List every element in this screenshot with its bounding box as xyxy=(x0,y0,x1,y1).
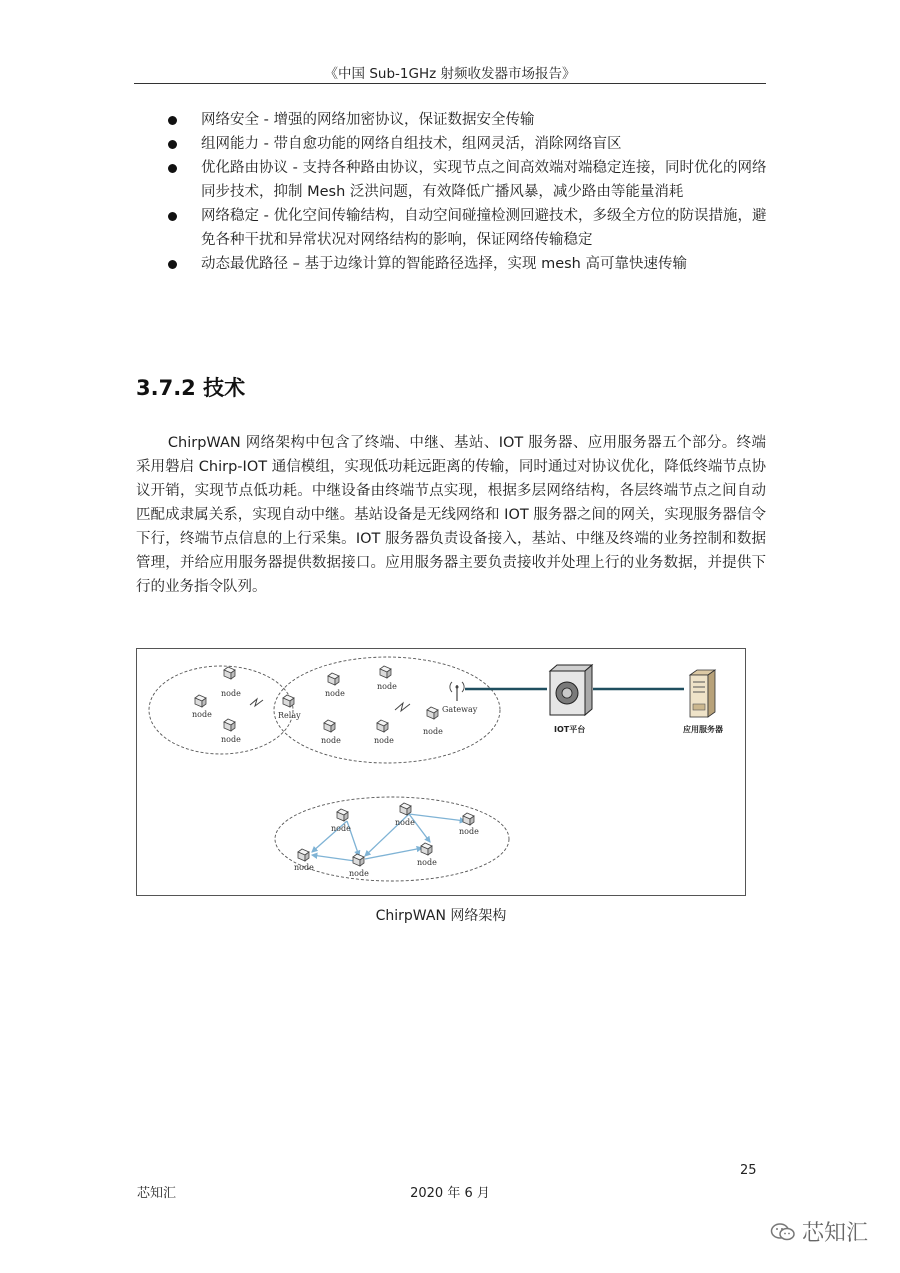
node-label: node xyxy=(377,682,397,691)
bullet-text: 网络安全 - 增强的网络加密协议，保证数据安全传输 xyxy=(201,112,535,128)
section-heading: 3.7.2 技术 xyxy=(136,376,246,400)
node-icon xyxy=(463,813,474,825)
bullet-item xyxy=(166,132,776,156)
body-paragraph: ChirpWAN 网络架构中包含了终端、中继、基站、IOT 服务器、应用服务器五个部分。终端采用磐启 Chirp-IOT 通信模组，实现低功耗远距离的传输，同时通过对协议优化，降低终端节点协议开销，实现节点低功耗。中继设备由终端节点实现，根据多层网络结构，各层终端节点之间自动匹配成隶属关系，实现自动中继。基站设备是无线网络和 IOT 服务器之间的网关，实现服务器信令下行，终端节点信息的上行采集。IOT 服务器负责设备接入，基站、中继及终端的业务控制和数据管理，并给应用服务器提供数据接口。应用服务器主要负责接收并处理上行的业务数据，并提供下行的业务指令队列。 xyxy=(136,435,766,595)
node-label: node xyxy=(221,735,241,744)
gateway-antenna-icon xyxy=(450,682,464,701)
relay-label: Relay xyxy=(278,711,301,720)
mesh-link xyxy=(365,848,422,859)
node-label: node xyxy=(221,689,241,698)
app-server-icon xyxy=(690,670,715,717)
node-label: node xyxy=(325,689,345,698)
node-icon xyxy=(400,803,411,815)
bullet-dot-icon xyxy=(168,260,177,269)
node-label: node xyxy=(417,858,437,867)
node-label: node xyxy=(374,736,394,745)
watermark xyxy=(770,1216,868,1247)
footer-publisher: 芯知汇 xyxy=(137,1186,177,1201)
bullet-text: 动态最优路径 – 基于边缘计算的智能路径选择，实现 mesh 高可靠快速传输 xyxy=(201,256,687,272)
node-label: node xyxy=(395,818,415,827)
page-number: 25 xyxy=(740,1163,757,1178)
node-label: node xyxy=(349,869,369,878)
watermark-text: 芯知汇 xyxy=(802,1221,869,1246)
node-icon xyxy=(377,720,388,732)
relay-icon xyxy=(283,695,294,707)
node-icon xyxy=(224,719,235,731)
node-icon xyxy=(195,695,206,707)
gateway-label: Gateway xyxy=(442,705,478,714)
node-label: node xyxy=(459,827,479,836)
node-icon xyxy=(353,854,364,866)
wireless-signal-icon xyxy=(250,699,263,706)
iot-platform-label: IOT平台 xyxy=(554,725,586,734)
node-icon xyxy=(421,843,432,855)
figure-caption: ChirpWAN 网络架构 xyxy=(375,908,507,924)
bullet-text: 组网能力 - 带自愈功能的网络自组技术，组网灵活，消除网络盲区 xyxy=(201,136,622,152)
node-label: node xyxy=(331,824,351,833)
iot-server-icon xyxy=(550,665,592,715)
wireless-signal-icon xyxy=(395,703,410,711)
bullet-dot-icon xyxy=(168,116,177,125)
running-header: 《中国 Sub-1GHz 射频收发器市场报告》 xyxy=(324,66,576,82)
node-icon xyxy=(224,667,235,679)
node-icon xyxy=(324,720,335,732)
network-diagram xyxy=(137,649,745,895)
node-icon xyxy=(328,673,339,685)
header-rule xyxy=(134,83,766,84)
mesh-link xyxy=(409,814,465,821)
node-icon xyxy=(337,809,348,821)
footer-date: 2020 年 6 月 xyxy=(410,1186,490,1201)
wechat-icon xyxy=(770,1222,796,1242)
bullet-item xyxy=(166,204,776,252)
bullet-text: 优化路由协议 - 支持各种路由协议，实现节点之间高效端对端稳定连接，同时优化的网络同步技术，抑制 Mesh 泛洪问题，有效降低广播风暴，减少路由等能量消耗 xyxy=(201,160,767,200)
network-architecture-figure xyxy=(136,648,746,896)
node-icon xyxy=(427,707,438,719)
node-label: node xyxy=(192,710,212,719)
bullet-item xyxy=(166,156,776,204)
node-label: node xyxy=(321,736,341,745)
node-label: node xyxy=(423,727,443,736)
node-icon xyxy=(298,849,309,861)
mesh-link xyxy=(312,855,355,861)
bullet-dot-icon xyxy=(168,164,177,173)
node-label: node xyxy=(294,863,314,872)
bullet-item xyxy=(166,252,776,276)
feature-bullet-list xyxy=(166,108,776,276)
app-server-label: 应用服务器 xyxy=(683,725,723,734)
bullet-dot-icon xyxy=(168,140,177,149)
bullet-text: 网络稳定 - 优化空间传输结构，自动空间碰撞检测回避技术，多级全方位的防误措施，避免各种干扰和异常状况对网络结构的影响，保证网络传输稳定 xyxy=(201,208,767,248)
node-icon xyxy=(380,666,391,678)
bullet-dot-icon xyxy=(168,212,177,221)
bullet-item xyxy=(166,108,776,132)
